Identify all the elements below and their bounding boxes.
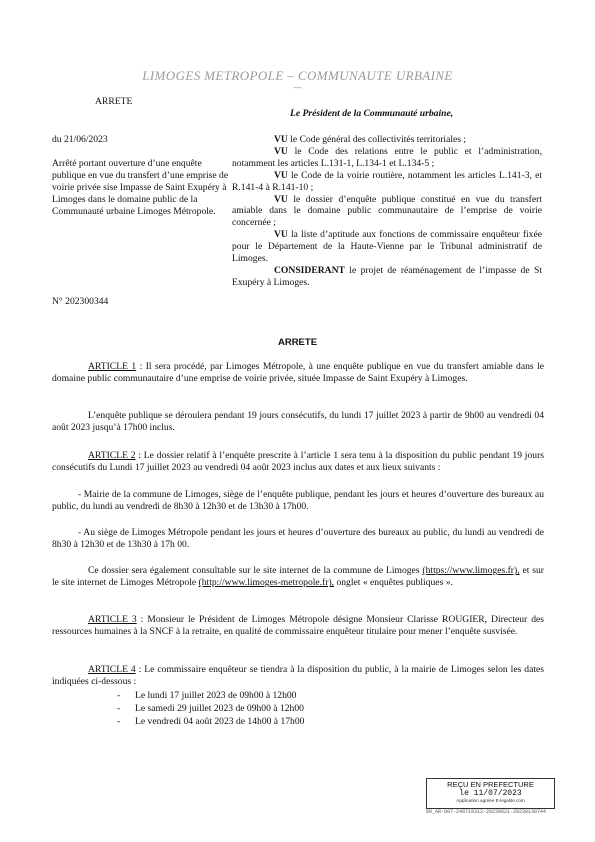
visa-line: VU le Code des relations entre le public et l’administration, notamment les articles L.131-1, L.134-1 et L.134-5 ;: [232, 145, 542, 169]
list-item: - Le vendredi 04 août 2023 de 14h00 à 17h00: [117, 716, 305, 727]
visa-line: VU le Code général des collectivités territoriales ;: [274, 134, 467, 145]
location-mairie: - Mairie de la commune de Limoges, siège de l’enquête publique, pendant les jours et heures d’ouverture des bureaux au public, du lundi au vendredi de 8h30 à 12h30 et de 13h30 à 17h00.: [52, 489, 544, 513]
website-consultation: Ce dossier sera également consultable sur le site internet de la commune de Limoges (https://www.limoges.fr), et sur le site internet de Limoges Métropole (http://www.limoges-metropole.fr), onglet « enquêtes publiques ».: [52, 565, 545, 589]
article-3: ARTICLE 3 : Monsieur le Président de Limoges Métropole désigne Monsieur Clarisse ROUGIER, Directeur des ressources humaines à la SNCF à la retraite, en qualité de commissaire enquêteur titulaire pour mener l’enquête susvisée.: [52, 614, 545, 638]
article-2: ARTICLE 2 : Le dossier relatif à l’enquête prescrite à l’article 1 sera tenu à la disposition du public pendant 19 jours consécutifs du Lundi 17 juillet 2023 au vendredi 04 août 2023 inclus aux dates et aux lieux suivants :: [52, 450, 544, 474]
link-metropole[interactable]: (http://www.limoges-metropole.fr),: [198, 577, 335, 589]
visa-line: VU la liste d’aptitude aux fonctions de commissaire enquêteur fixée pour le Département de la Haute-Vienne par le Tribunal administratif de Limoges.: [232, 229, 542, 265]
stamp-title: REÇU EN PREFECTURE: [447, 780, 534, 789]
visas-block: [232, 134, 542, 289]
enquete-duration: L’enquête publique se déroulera pendant 19 jours consécutifs, du lundi 17 juillet 2023 à partir de 9h00 au vendredi 04 août 2023 jusqu’à 17h00 inclus.: [52, 410, 544, 434]
org-header: LIMOGES METROPOLE – COMMUNAUTE URBAINE: [142, 68, 453, 83]
arrete-number: N° 202300344: [52, 296, 109, 307]
visa-line: VU le Code de la voirie routière, notamment les articles L.141-3, et R.141-4 à R.141-10 ;: [232, 169, 542, 193]
article-4: ARTICLE 4 : Le commissaire enquêteur se tiendra à la disposition du public, à la mairie de Limoges selon les dates indiquées ci-dessous :: [52, 664, 545, 688]
stamp-app: Application agréée E-legalite.com: [456, 798, 525, 803]
location-siege: - Au siège de Limoges Métropole pendant les jours et heures d’ouverture des bureaux au public, du lundi au vendredi de 8h30 à 12h30 et de 13h30 à 17h 00.: [52, 527, 544, 551]
list-item: - Le lundi 17 juillet 2023 de 09h00 à 12h00: [117, 690, 297, 701]
list-item: - Le samedi 29 juillet 2023 de 09h00 à 12h00: [117, 703, 304, 714]
header-dashes: ---: [293, 83, 302, 92]
link-limoges[interactable]: (https://www.limoges.fr),: [422, 565, 520, 576]
stamp-id: 99_AR-087-248719312-20230621-20230130744: [426, 809, 547, 815]
prefecture-stamp: [426, 778, 555, 809]
visa-line: VU le dossier d’enquête publique constitué en vue du transfert amiable dans le domaine public communautaire de l’emprise de voirie concernée ;: [232, 193, 542, 229]
considerant-line: CONSIDERANT le projet de réaménagement de l’impasse de St Exupéry à Limoges.: [232, 264, 542, 288]
arrete-title: ARRETE: [277, 337, 318, 348]
stamp-date: le 11/07/2023: [459, 789, 522, 798]
arrete-summary: Arrêté portant ouverture d’une enquête publique en vue du transfert d’une emprise de voirie privée sise Impasse de Saint Exupéry à Limoges dans le domaine public de la Communauté urbaine Limoges Métropole.: [52, 158, 229, 217]
document-date: du 21/06/2023: [52, 134, 108, 145]
president-heading: Le Président de la Communauté urbaine,: [290, 108, 454, 119]
arrete-heading-left: ARRETE: [95, 96, 133, 107]
article-1: ARTICLE 1 : Il sera procédé, par Limoges Métropole, à une enquête publique en vue du transfert amiable dans le domaine public communautaire d’une emprise de voirie privée, située Impasse de Saint Exupéry à Limoges.: [52, 361, 544, 385]
